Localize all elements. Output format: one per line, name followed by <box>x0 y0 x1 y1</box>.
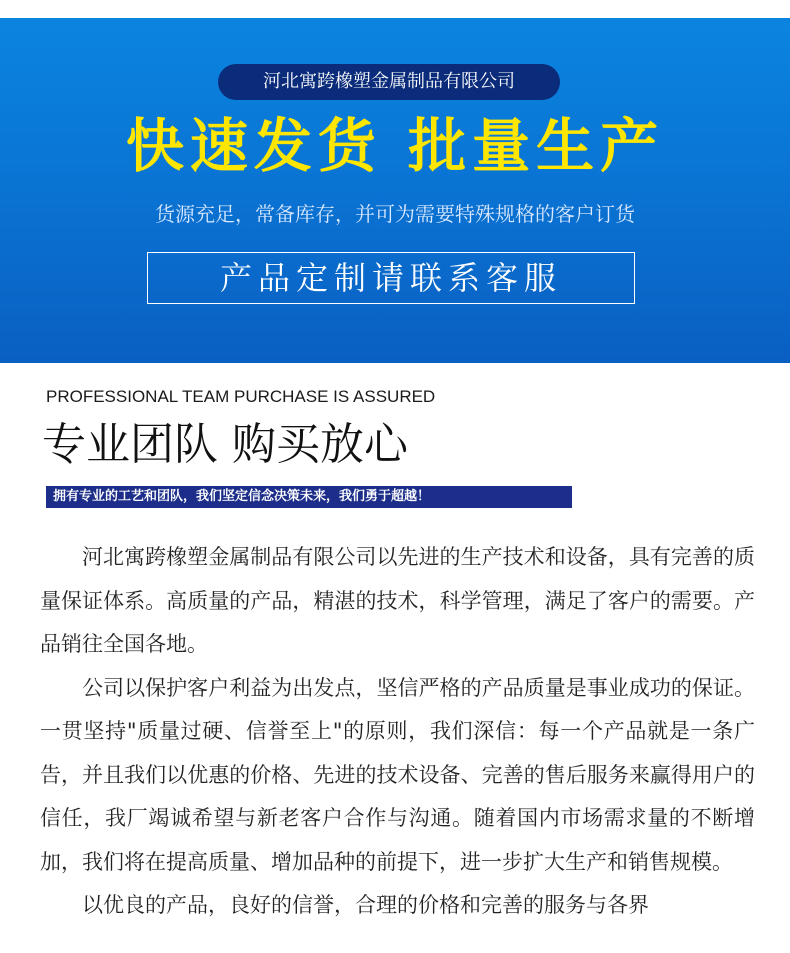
paragraph: 河北寓跨橡塑金属制品有限公司以先进的生产技术和设备，具有完善的质量保证体系。高质量的产品，精湛的技术，科学管理，满足了客户的需要。产品销往全国各地。 <box>40 545 755 656</box>
slogan-bar: 拥有专业的工艺和团队，我们坚定信念决策未来，我们勇于超越！ <box>46 486 572 508</box>
company-name-badge: 河北寓跨橡塑金属制品有限公司 <box>218 64 560 100</box>
custom-order-notice: 产品定制请联系客服 <box>147 252 635 304</box>
paragraph: 公司以保护客户利益为出发点，坚信严格的产品质量是事业成功的保证。一贯坚持"质量过硬、信誉至上"的原则，我们深信：每一个产品就是一条广告，并且我们以优惠的价格、先进的技术设备、完善的售后服务来赢得用户的信任，我厂竭诚希望与新老客户合作与沟通。随着国内市场需求量的不断增加，我们将在提高质量、增加品种的前提下，进一步扩大生产和销售规模。 <box>40 675 755 874</box>
company-description <box>40 536 755 928</box>
paragraph: 以优良的产品，良好的信誉，合理的价格和完善的服务与各界 <box>82 893 649 917</box>
headline: 快速发货 批量生产 <box>125 112 665 180</box>
section-title: 专业团队 购买放心 <box>42 419 408 470</box>
stock-subline: 货源充足，常备库存，并可为需要特殊规格的客户订货 <box>155 202 635 226</box>
english-tagline: PROFESSIONAL TEAM PURCHASE IS ASSURED <box>46 387 436 406</box>
hero-banner <box>0 0 790 363</box>
